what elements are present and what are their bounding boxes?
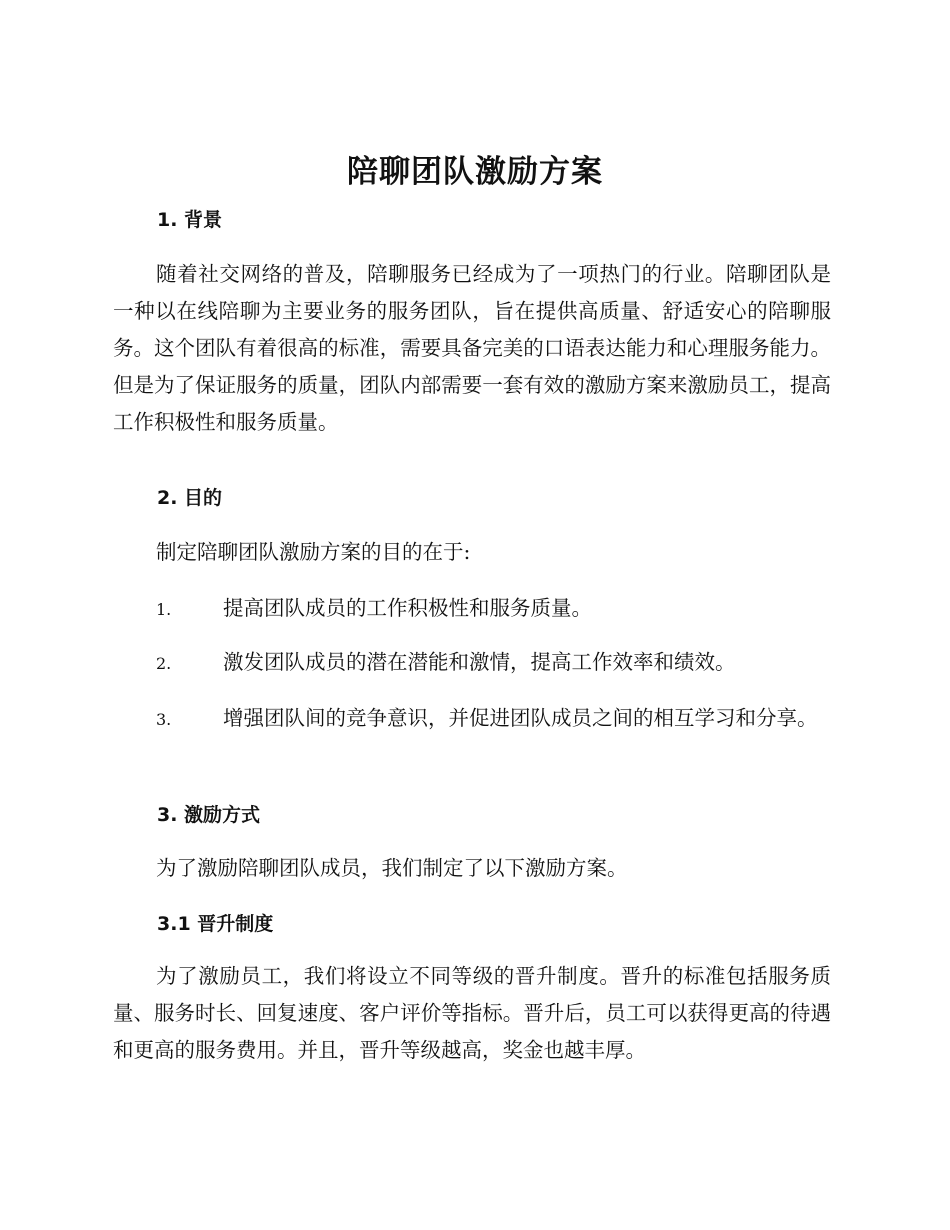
list-item (113, 582, 831, 636)
list-item-text: 提高团队成员的工作积极性和服务质量。 (223, 596, 592, 620)
list-item-text: 增强团队间的竞争意识，并促进团队成员之间的相互学习和分享。 (223, 706, 818, 730)
section-heading-promotion: 3.1 晋升制度 (157, 913, 274, 935)
section-heading-purpose: 2. 目的 (157, 487, 223, 509)
list-item (113, 692, 831, 746)
promotion-paragraph: 为了激励员工，我们将设立不同等级的晋升制度。晋升的标准包括服务质量、服务时长、回复速度、客户评价等指标。晋升后，员工可以获得更高的待遇和更高的服务费用。并且，晋升等级越高，奖金也越丰厚。 (113, 964, 831, 1062)
purpose-intro: 制定陪聊团队激励方案的目的在于: (156, 540, 471, 564)
list-item-number: 3. (156, 710, 172, 729)
list-item-text: 激发团队成员的潜在潜能和激情，提高工作效率和绩效。 (223, 650, 736, 674)
list-item (113, 636, 831, 690)
section-heading-background: 1. 背景 (157, 209, 223, 231)
section-heading-methods: 3. 激励方式 (157, 804, 261, 826)
list-item-number: 1. (156, 600, 172, 619)
list-item-number: 2. (156, 654, 172, 673)
document-title: 陪聊团队激励方案 (347, 154, 603, 190)
background-paragraph: 随着社交网络的普及，陪聊服务已经成为了一项热门的行业。陪聊团队是一种以在线陪聊为主要业务的服务团队，旨在提供高质量、舒适安心的陪聊服务。这个团队有着很高的标准，需要具备完美的口语表达能力和心理服务能力。但是为了保证服务的质量，团队内部需要一套有效的激励方案来激励员工，提高工作积极性和服务质量。 (113, 262, 831, 434)
methods-intro: 为了激励陪聊团队成员，我们制定了以下激励方案。 (156, 856, 628, 880)
